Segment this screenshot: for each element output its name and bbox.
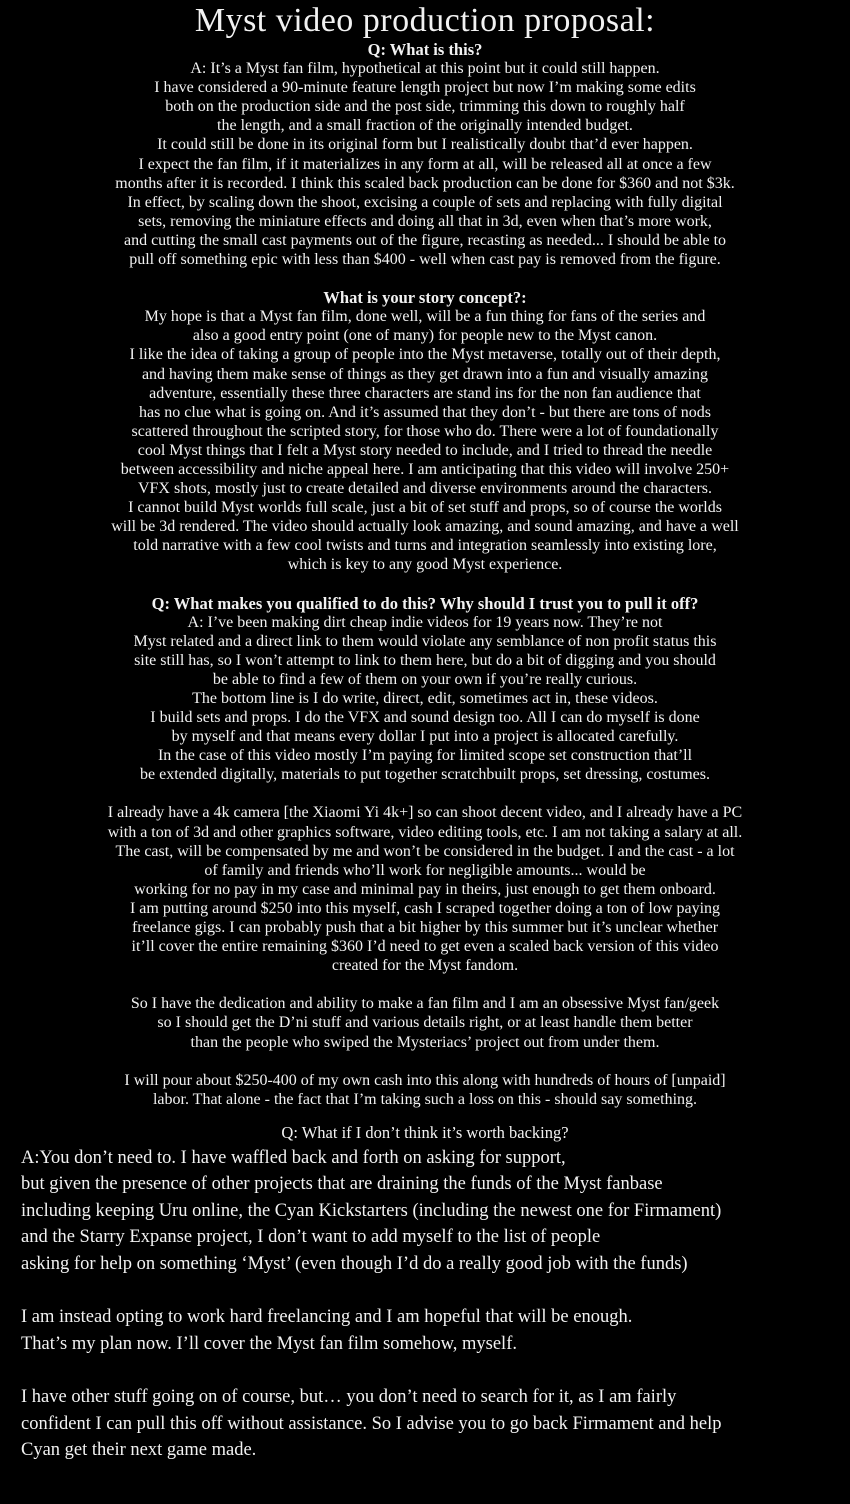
question-worth-backing: Q: What if I don’t think it’s worth backing? <box>281 1122 569 1142</box>
text-line: I have other stuff going on of course, but… you don’t need to search for it, as I am fairly <box>21 1387 677 1408</box>
spacer <box>0 784 850 803</box>
text-line: so I should get the D’ni stuff and various details right, or at least handle them better <box>157 1014 693 1032</box>
text-line: months after it is recorded. I think this scaled back production can be done for $360 and not $3k. <box>115 174 735 192</box>
text-line: A:You don’t need to. I have waffled back and forth on asking for support, <box>21 1147 566 1168</box>
text-line: confident I can pull this off without assistance. So I advise you to go back Firmament and help <box>21 1413 722 1434</box>
text-line: pull off something epic with less than $400 - well when cast pay is removed from the figure. <box>129 251 721 269</box>
text-line: by myself and that means every dollar I put into a project is allocated carefully. <box>171 728 679 746</box>
text-line: told narrative with a few cool twists and turns and integration seamlessly into existing lore, <box>133 537 717 555</box>
text-line: A: It’s a Myst fan film, hypothetical at this point but it could still happen. <box>190 60 660 78</box>
text-line: created for the Myst fandom. <box>331 957 519 975</box>
text-line: My hope is that a Myst fan film, done well, will be a fun thing for fans of the series and <box>144 308 706 326</box>
text-line: which is key to any good Myst experience. <box>287 556 563 574</box>
text-line: Myst related and a direct link to them would violate any semblance of non profit status this <box>133 632 717 650</box>
text-line: between accessibility and niche appeal here. I am anticipating that this video will involve 250+ <box>120 460 730 478</box>
text-line: be extended digitally, materials to put together scratchbuilt props, set dressing, costumes. <box>140 766 710 784</box>
text-line: So I have the dedication and ability to make a fan film and I am an obsessive Myst fan/geek <box>130 995 720 1013</box>
text-line: I like the idea of taking a group of people into the Myst metaverse, totally out of their depth, <box>129 346 721 364</box>
text-line: will be 3d rendered. The video should actually look amazing, and sound amazing, and have a well <box>111 518 739 536</box>
text-line: I am putting around $250 into this myself, cash I scraped together doing a ton of low paying <box>129 899 721 917</box>
text-line: I build sets and props. I do the VFX and sound design too. All I can do myself is done <box>150 709 700 727</box>
text-line: freelance gigs. I can probably push that a bit higher by this summer but it’s unclear whether <box>131 919 719 937</box>
spacer <box>21 1277 850 1304</box>
text-line: I expect the fan film, if it materializes in any form at all, will be released all at once a few <box>138 155 712 173</box>
text-line: scattered throughout the scripted story, for those who do. There were a lot of foundationally <box>131 422 719 440</box>
text-line: and cutting the small cast payments out of the figure, recasting as needed... I should be able to <box>123 231 727 249</box>
text-line: cool Myst things that I felt a Myst story needed to include, and I tried to thread the needle <box>137 441 713 459</box>
spacer <box>0 1052 850 1071</box>
spacer <box>0 269 850 288</box>
text-line: I cannot build Myst worlds full scale, just a bit of set stuff and props, so of course the worlds <box>128 499 722 517</box>
question-qualified: Q: What makes you qualified to do this? Why should I trust you to pull it off? <box>151 593 699 613</box>
text-line: sets, removing the miniature effects and doing all that in 3d, even when that’s more work, <box>138 212 712 230</box>
text-line: It could still be done in its original form but I realistically doubt that’d ever happen. <box>157 136 693 154</box>
text-line: with a ton of 3d and other graphics software, video editing tools, etc. I am not taking a salary at all. <box>107 823 743 841</box>
text-line: both on the production side and the post side, trimming this down to roughly half <box>165 98 685 116</box>
text-line: In effect, by scaling down the shoot, excising a couple of sets and replacing with fully digital <box>127 193 723 211</box>
spacer <box>0 575 850 594</box>
text-line: it’ll cover the entire remaining $360 I’d need to get even a scaled back version of this video <box>131 938 719 956</box>
question-story-concept: What is your story concept?: <box>323 288 527 308</box>
text-line: I have considered a 90-minute feature length project but now I’m making some edits <box>154 79 696 97</box>
text-line: The cast, will be compensated by me and won’t be considered in the budget. I and the cast - a lot <box>115 842 735 860</box>
text-line: labor. That alone - the fact that I’m taking such a loss on this - should say something. <box>152 1090 698 1108</box>
centered-body <box>0 40 850 1142</box>
spacer <box>0 975 850 994</box>
text-line: That’s my plan now. I’ll cover the Myst fan film somehow, myself. <box>21 1333 517 1354</box>
spacer <box>0 1109 850 1123</box>
text-line: the length, and a small fraction of the originally intended budget. <box>217 117 633 135</box>
text-line: has no clue what is going on. And it’s assumed that they don’t - but there are tons of nods <box>138 403 712 421</box>
text-line: working for no pay in my case and minimal pay in theirs, just enough to get them onboard. <box>134 880 716 898</box>
text-line: and having them make sense of things as they get drawn into a fun and visually amazing <box>141 365 709 383</box>
text-line: and the Starry Expanse project, I don’t want to add myself to the list of people <box>21 1227 601 1248</box>
text-line: but given the presence of other projects that are draining the funds of the Myst fanbase <box>21 1174 663 1195</box>
text-line: A: I’ve been making dirt cheap indie videos for 19 years now. They’re not <box>187 613 663 631</box>
text-line: of family and friends who’ll work for negligible amounts... would be <box>204 861 646 879</box>
final-answer <box>21 1145 850 1464</box>
text-line: VFX shots, mostly just to create detailed and diverse environments around the characters. <box>137 480 713 498</box>
text-line: than the people who swiped the Mysteriacs’ project out from under them. <box>190 1033 660 1051</box>
text-line: The bottom line is I do write, direct, edit, sometimes act in, these videos. <box>192 690 658 707</box>
spacer <box>21 1357 850 1384</box>
text-line: be able to find a few of them on your own if you’re really curious. <box>212 670 638 688</box>
text-line: I am instead opting to work hard freelancing and I am hopeful that will be enough. <box>21 1307 633 1328</box>
text-line: including keeping Uru online, the Cyan Kickstarters (including the newest one for Firmament) <box>21 1200 722 1221</box>
page-title: Myst video production proposal: <box>194 2 656 39</box>
text-line: also a good entry point (one of many) for people new to the Myst canon. <box>192 327 658 345</box>
question-what-is-this: Q: What is this? <box>367 40 483 59</box>
text-line: site still has, so I won’t attempt to link to them here, but do a bit of digging and you should <box>134 651 716 669</box>
text-line: I will pour about $250-400 of my own cash into this along with hundreds of hours of [unpaid] <box>124 1071 726 1089</box>
text-line: asking for help on something ‘Myst’ (even though I’d do a really good job with the funds) <box>21 1253 688 1274</box>
text-line: In the case of this video mostly I’m paying for limited scope set construction that’ll <box>157 747 693 765</box>
text-line: Cyan get their next game made. <box>21 1440 257 1461</box>
text-line: adventure, essentially these three characters are stand ins for the non fan audience that <box>149 384 701 402</box>
text-line: I already have a 4k camera [the Xiaomi Yi 4k+] so can shoot decent video, and I already have a PC <box>107 804 743 822</box>
